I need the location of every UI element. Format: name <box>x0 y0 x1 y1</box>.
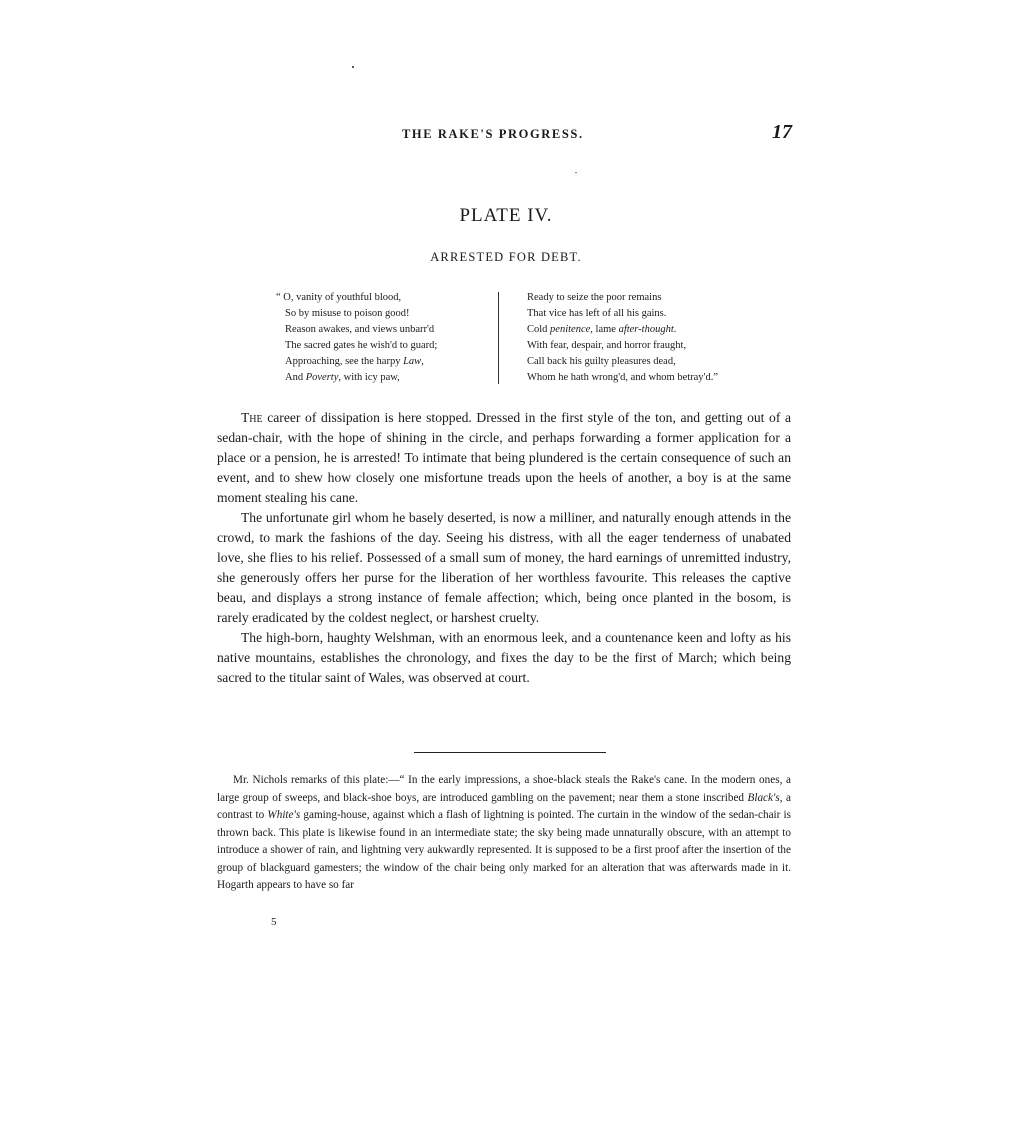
body-text <box>217 408 791 688</box>
paragraph: The high-born, haughty Welshman, with an enormous leek, and a countenance keen and lofty as his native mountains, establishes the chronology, and fixes the day to be the first of March; which being sacred to the titular saint of Wales, was observed at court. <box>217 630 791 685</box>
verse-line: Call back his guilty pleasures dead, <box>527 356 676 367</box>
stray-ink-mark <box>575 172 577 173</box>
section-divider <box>414 752 606 753</box>
signature-mark: 5 <box>271 916 277 928</box>
paragraph: The career of dissipation is here stopped. Dressed in the first style of the ton, and getting out of a sedan-chair, with the hope of shining in the circle, and perhaps forwarding a former application for a place or a pension, he is arrested! To intimate that being plundered is the certain consequence of such an event, and to shew how closely one misfortune treads upon the heels of another, a boy is at the same moment stealing his cane. <box>217 410 791 505</box>
verse-line: That vice has left of all his gains. <box>527 308 667 319</box>
stray-ink-mark <box>352 66 354 68</box>
verse-line: The sacred gates he wish'd to guard; <box>285 340 438 351</box>
footnote <box>217 772 791 895</box>
running-title: THE RAKE'S PROGRESS. <box>402 127 584 141</box>
plate-subtitle: ARRESTED FOR DEBT. <box>430 250 582 264</box>
paragraph: The unfortunate girl whom he basely deserted, is now a milliner, and naturally enough attends in the crowd, to mark the fashions of the day. Seeing his distress, with all the eager tenderness of unabated love, she flies to his relief. Possessed of a small sum of money, the hard earnings of unremitted industry, she generously offers her purse for the liberation of her worthless favourite. This releases the captive beau, and displays a strong instance of female affection; which, being once planted in the bosom, is rarely eradicated by the coldest neglect, or harshest cruelty. <box>217 510 791 625</box>
verse-line: So by misuse to poison good! <box>285 308 410 319</box>
verse-line: With fear, despair, and horror fraught, <box>527 340 687 351</box>
verse-line: “ O, vanity of youthful blood, <box>276 292 402 303</box>
plate-title: PLATE IV. <box>459 205 553 226</box>
verse-line: Reason awakes, and views unbarr'd <box>285 324 435 335</box>
verse-line: Approaching, see the harpy Law, <box>285 356 424 367</box>
verse-line: Whom he hath wrong'd, and whom betray'd.” <box>527 372 718 383</box>
verse-line: Cold penitence, lame after-thought. <box>527 324 677 335</box>
verse-column-rule <box>498 292 499 384</box>
page-number: 17 <box>772 121 792 143</box>
verse-line: Ready to seize the poor remains <box>527 292 662 303</box>
footnote-paragraph: Mr. Nichols remarks of this plate:—“ In the early impressions, a shoe-black steals the Rake's cane. In the modern ones, a large group of sweeps, and black-shoe boys, are introduced gambling on the pavement; near them a stone inscribed Black's, a contrast to White's gaming-house, against which a flash of lightning is pointed. The curtain in the window of the sedan-chair is thrown back. This plate is likewise found in an intermediate state; the sky being made unnaturally obscure, with an attempt to introduce a shower of rain, and lightning very aukwardly represented. It is supposed to be a first proof after the insertion of the group of blackguard gamesters; the window of the chair being only marked for an alteration that was afterwards made in it. Hogarth appears to have so far <box>217 774 791 891</box>
verse-line: And Poverty, with icy paw, <box>285 372 400 383</box>
verse-left-column <box>276 290 496 386</box>
verse-right-column <box>527 290 787 386</box>
running-head <box>0 121 1012 147</box>
